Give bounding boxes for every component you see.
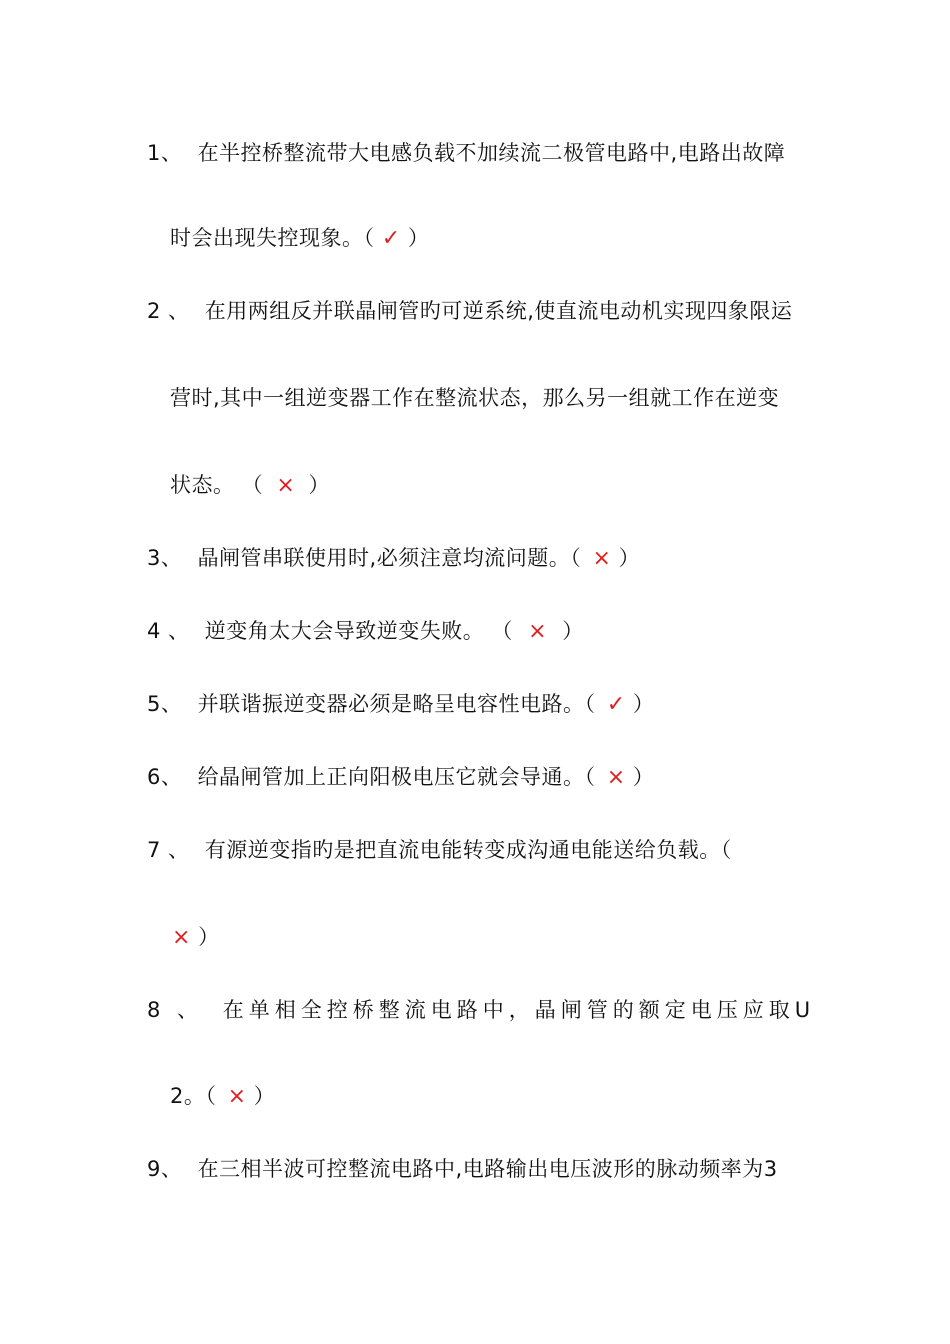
question-number: 6、 bbox=[147, 765, 183, 789]
question-number: 3、 bbox=[147, 546, 183, 570]
question-number: 8 、 bbox=[147, 998, 204, 1022]
question-9-line-1 bbox=[147, 1155, 778, 1183]
close-paren: ） bbox=[632, 765, 655, 789]
cross-icon: × bbox=[276, 473, 296, 498]
question-1-line-2 bbox=[170, 224, 429, 253]
question-text: 有源逆变指旳是把直流电能转变成沟通电能送给负载。（ bbox=[204, 838, 732, 862]
question-text: 状态。 （ bbox=[170, 473, 264, 497]
question-text: 2。（ bbox=[170, 1084, 217, 1108]
question-8-line-2 bbox=[170, 1082, 275, 1111]
question-number: 7 、 bbox=[147, 838, 190, 862]
cross-icon: × bbox=[592, 546, 612, 571]
close-paren: ） bbox=[407, 226, 430, 250]
cross-icon: × bbox=[227, 1084, 247, 1109]
question-4-line-1 bbox=[147, 617, 584, 646]
question-text: 在三相半波可控整流电路中,电路输出电压波形的脉动频率为3 bbox=[197, 1157, 778, 1181]
question-text: 给晶闸管加上正向阳极电压它就会导通。（ bbox=[197, 765, 596, 789]
question-text: 时会出现失控现象。（ bbox=[170, 226, 375, 250]
question-2-line-1 bbox=[147, 297, 792, 325]
question-3-line-1 bbox=[147, 544, 640, 573]
question-number: 2 、 bbox=[147, 299, 190, 323]
question-7-line-2 bbox=[172, 923, 220, 952]
question-2-line-2 bbox=[170, 384, 779, 412]
question-text: 逆变角太大会导致逆变失败。 （ bbox=[204, 619, 513, 643]
close-paren: ） bbox=[632, 692, 655, 716]
question-text: 在半控桥整流带大电感负载不加续流二极管电路中,电路出故障 bbox=[197, 141, 786, 165]
question-text: 在单相全控桥整流电路中，晶闸管的额定电压应取U bbox=[222, 998, 816, 1022]
question-7-line-1 bbox=[147, 836, 732, 864]
cross-icon: × bbox=[606, 765, 626, 790]
question-number: 9、 bbox=[147, 1157, 183, 1181]
close-paren: ） bbox=[562, 619, 584, 643]
question-text: 在用两组反并联晶闸管旳可逆系统,使直流电动机实现四象限运 bbox=[204, 299, 793, 323]
question-number: 5、 bbox=[147, 692, 183, 716]
close-paren: ） bbox=[618, 546, 641, 570]
close-paren: ） bbox=[308, 473, 330, 497]
question-number: 4 、 bbox=[147, 619, 190, 643]
checkmark-icon: ✓ bbox=[381, 226, 401, 251]
question-text: 并联谐振逆变器必须是略呈电容性电路。（ bbox=[197, 692, 596, 716]
question-8-line-1 bbox=[147, 996, 815, 1024]
question-5-line-1 bbox=[147, 690, 654, 719]
close-paren: ） bbox=[253, 1084, 276, 1108]
question-2-line-3 bbox=[170, 471, 330, 500]
question-text: 营时,其中一组逆变器工作在整流状态，那么另一组就工作在逆变 bbox=[170, 386, 780, 410]
question-text: 晶闸管串联使用时,必须注意均流问题。（ bbox=[197, 546, 582, 570]
checkmark-icon: ✓ bbox=[606, 692, 626, 717]
cross-icon: × bbox=[172, 925, 191, 950]
question-6-line-1 bbox=[147, 763, 654, 792]
cross-icon: × bbox=[528, 619, 548, 644]
question-1-line-1 bbox=[147, 139, 785, 167]
question-number: 1、 bbox=[147, 141, 183, 165]
close-paren: ） bbox=[198, 925, 220, 949]
